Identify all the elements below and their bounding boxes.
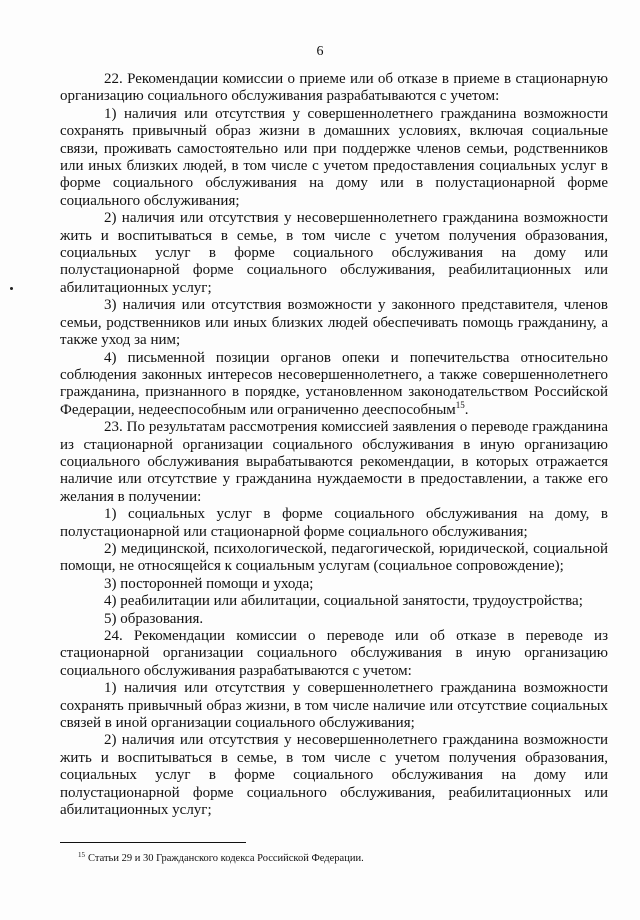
paragraph-23-item-3: 3) посторонней помощи и ухода; [104, 575, 314, 592]
paragraph-23: 23. По результатам рассмотрения комиссией заявления о переводе гражданина из стационарной организации социального обслуживания в иную организацию социального обслуживания вырабатываются рекомендации, в которых отражается наличие или отсутствие у гражданина нуждаемости в предоставлении, а также его желания в получении: [60, 419, 608, 505]
paragraph-23-item-4: 4) реабилитации или абилитации, социальной занятости, трудоустройства; [104, 593, 583, 610]
footnote-mark: 15 [78, 850, 85, 859]
document-body [60, 71, 608, 819]
paragraph-22-item-4 [60, 350, 608, 420]
paragraph-23-item-1: 1) социальных услуг в форме социального обслуживания на дому, в полустационарной или стационарной форме социального обслуживания; [60, 506, 608, 540]
page-number: 6 [316, 44, 324, 59]
paragraph-22-item-4-text: 4) письменной позиции органов опеки и попечительства относительно соблюдения законных интересов несовершеннолетнего, а также совершеннолетнего гражданина, признанного в порядке, установленном законодательством Российской Федерации, недееспособным или ограниченно дееспособным [60, 349, 608, 418]
paragraph-24-item-1: 1) наличия или отсутствия у совершеннолетнего гражданина возможности сохранять привычный образ жизни, в том числе наличие или отсутствие социальных связей в иной организации социального обслуживания; [60, 680, 608, 732]
scan-speck [10, 287, 13, 290]
paragraph-22-item-2: 2) наличия или отсутствия у несовершеннолетнего гражданина возможности жить и воспитываться в семье, в том числе с учетом получения образования, социальных услуг в форме социального обслуживания на дому или полустационарной форме социального обслуживания, реабилитационных или абилитационных услуг; [60, 210, 608, 296]
footnote [78, 852, 598, 865]
paragraph-23-item-2: 2) медицинской, психологической, педагогической, юридической, социальной помощи, не относящейся к социальным услугам (социальное сопровождение); [60, 540, 608, 575]
paragraph-22-item-3: 3) наличия или отсутствия возможности у законного представителя, членов семьи, родственников или иных близких людей обеспечивать помощь гражданину, а также уход за ним; [60, 297, 608, 349]
footnote-reference-trail: . [464, 401, 469, 418]
footnote-divider [60, 842, 246, 843]
paragraph-24-item-2: 2) наличия или отсутствия у несовершеннолетнего гражданина возможности жить и воспитываться в семье, в том числе с учетом получения образования, социальных услуг в форме социального обслуживания на дому или полустационарной форме социального обслуживания, реабилитационных или абилитационных услуг; [60, 732, 608, 819]
paragraph-23-item-5: 5) образования. [104, 610, 204, 627]
footnote-text: Статьи 29 и 30 Гражданского кодекса Российской Федерации. [88, 853, 364, 864]
paragraph-22: 22. Рекомендации комиссии о приеме или об отказе в приеме в стационарную организацию социального обслуживания разрабатываются с учетом: [60, 71, 608, 105]
footnote-reference[interactable]: 15 [455, 399, 465, 410]
paragraph-24: 24. Рекомендации комиссии о переводе или об отказе в переводе из стационарной организации социального обслуживания в иную организацию социального обслуживания разрабатываются с учетом: [60, 628, 608, 679]
paragraph-22-item-1: 1) наличия или отсутствия у совершеннолетнего гражданина возможности сохранять привычный образ жизни в домашних условиях, включая социальные связи, проживать самостоятельно или при поддержке членов семьи, родственников или иных близких людей, в том числе с учетом предоставления социальных услуг в форме социального обслуживания на дому или в полустационарной форме социального обслуживания; [60, 105, 608, 209]
